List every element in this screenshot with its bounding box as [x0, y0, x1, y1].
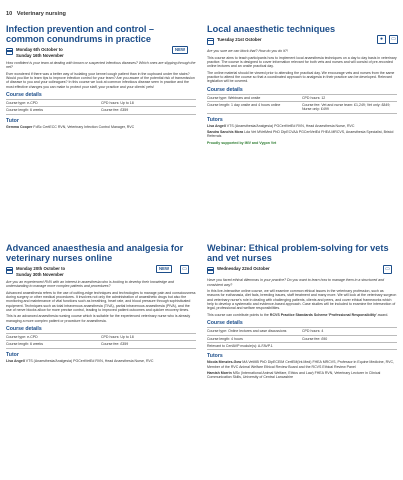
course-title: Local anaesthetic techniques — [207, 24, 336, 34]
calendar-icon — [207, 38, 214, 45]
course-details: Course type: Online lectures and case discussions CPD hours: 4 Course length: 4 hours Course fee: £90 — [207, 327, 397, 343]
tutors-heading: Tutors — [207, 353, 223, 360]
page-header — [6, 11, 66, 17]
tutor-info: Hamish Morrin MSc (International Animal Welfare, Ethics and Law) FHEA RVN, Veterinary Lecturer in Clinical Communication Skills, University of Central Lancashire — [207, 370, 381, 380]
course-description: Ever wondered if there was a better way of isolating your kennel cough patient than in the cupboard under the stairs? Would you like to learn tips to improve infection control for your team? Are you aware of the potential risk of transmission of disease to you and your colleagues? In this course we look at common infectious disease seen in practice and the most effective changes you can make to protect your staff, your practice and your clients' pets! — [6, 71, 195, 89]
course-details: Course type: e-CPD CPD hours: Up to 18 Course length: 6 weeks Course fee: £359 — [6, 99, 196, 115]
course-intro: Have you faced ethical dilemmas in your practice? Do you want to learn how to manage them in a structured and consistent way? — [207, 278, 385, 287]
course-date: Monday 6th October to Sunday 16th November — [6, 47, 196, 57]
tutor-heading: Tutor — [6, 117, 19, 124]
monitor-icon: ▭ — [389, 35, 398, 44]
new-badge: NEW — [156, 265, 172, 273]
course-intro: Are you sure we can block that? How do you do it?! — [207, 49, 288, 54]
course-details-heading: Course details — [207, 86, 243, 93]
course-card-local-anaesthetic — [207, 24, 397, 145]
course-title: Infection prevention and control – common conundrums in practice — [6, 24, 155, 45]
course-details-heading: Course details — [6, 91, 42, 98]
course-description-2: This is an advanced anaesthesia nursing course which is suitable for the experienced veterinary nurse who is already managing a more complex patient or procedure for anaesthesia. — [6, 314, 191, 323]
course-description-2: The online material should be viewed prior to attending the practical day. We encourage vets and nurses from the same practice to attend the course so that a coordinated approach to analgesia in their practice can be developed. Relevant legislation will be covered. — [207, 70, 395, 84]
certavp-relevance: Relevant to CertAVP module(s): A-FAVP.1 — [207, 343, 397, 350]
course-details-heading: Course details — [6, 325, 42, 332]
course-intro: Are you an experienced RVN with an interest in anaesthesia who is looking to develop their knowledge and understanding to manage more complex patients and procedures? — [6, 279, 174, 289]
course-intro: How confident is your team at dealing with known or suspected infectious diseases? Which ones are slipping through the net? — [6, 60, 196, 70]
tutor-info: Lisa Angell VTS (Anaesthesia/Analgesia) PGCertVetEd RVN, Head Anaesthesia Nurse, RVC — [207, 123, 355, 128]
delivery-icons — [377, 35, 398, 44]
tutor-heading: Tutor — [6, 351, 19, 358]
course-card-advanced-anaesthesia — [6, 243, 196, 365]
course-title: Webinar: Ethical problem-solving for vets and vet nurses — [207, 243, 389, 264]
calendar-icon — [6, 267, 13, 274]
delivery-icons — [180, 265, 189, 274]
section-title: Veterinary nursing — [16, 11, 66, 17]
tutor-info: Sandra Sanchis Mora Lda Vet MVetMed PhD DipECVAA PGCertVetEd FHEA MRCVS, Anaesthesia Specialist, Bristol Referrals — [207, 129, 394, 139]
course-date: Tuesday 21st October — [207, 37, 397, 45]
course-date: Monday 20th October to Sunday 30th November — [6, 266, 196, 276]
tutors-heading: Tutors — [207, 116, 223, 123]
course-date: Wednesday 22nd October — [207, 266, 397, 274]
calendar-icon — [6, 48, 13, 55]
delivery-icons — [383, 265, 392, 274]
monitor-icon: ▭ — [180, 265, 189, 274]
course-card-ethics-webinar — [207, 243, 397, 382]
course-details: Course type: Webinars and onsite CPD hours: 12 Course length: 1 day onsite and 4 hours online Course fee: Vet and nurse team: £1,249; Vet only: £849; Nurse only: £499 — [207, 94, 397, 114]
new-badge: NEW — [172, 46, 188, 54]
location-pin-icon: ● — [377, 35, 386, 44]
course-description-2: This course can contribute points to the RCVS Practice Standards Scheme 'Professional Responsibility' award. — [207, 312, 389, 317]
course-description: Advanced anaesthesia refers to the use of cutting-edge techniques and technologies to manage pain and consciousness during surgery or other medical procedures. It involves not only the administration of anaesthetic drugs but also the monitoring and maintenance of vital functions such as breathing, heart rate, and blood pressure through sophisticated equipment. Techniques such as total intravenous anaesthesia (TIVA), partial intravenous anaesthesia (PIVA), and the use of nerve blocks allow for more precise control, leading to improved patient outcomes and quicker recovery times. — [6, 290, 196, 312]
tutor-info: Nicola Menzies-Gow MA VetMB PhD DipECEIM CertEM(Int.Med) FHEA MRCVS, Professor in Equine Medicine, RVC, Member of the RVC Animal Welfare Ethical Review Board and the RCVS Ethical Review Panel — [207, 360, 394, 369]
course-details-heading: Course details — [207, 320, 243, 327]
calendar-icon — [207, 267, 214, 274]
course-details: Course type: e-CPD CPD hours: Up to 18 Course length: 6 weeks Course fee: £359 — [6, 333, 196, 349]
tutor-info: Gemma Cooper FdSc CertECC RVN, Veterinary Infection Control Manager, RVC — [6, 124, 135, 129]
course-card-infection — [6, 24, 196, 131]
course-description: In this live-interactive online course, we will examine common ethical issues in the veterinary profession, such as reasons for euthanasia, diet fads, breeding issues, staff treatment and many more. We will look at the veterinary surgeon and veterinary nurse's role in dealing with challenging patients, clients and peers, and cover ethical frameworks which help to develop a systematic and evidence-based approach. Case studies will be included to examine the intersection of legal, professional and welfare responsibilities. — [207, 289, 397, 311]
page-number: 10 — [6, 11, 13, 17]
course-description: This course aims to teach participants how to implement local anaesthesia techniques on a day to day basis in veterinary practice. The course is designed to cover information relevant for both vets and nurses and will consist of pre-recorded online lectures and an onsite practical day. — [207, 55, 397, 69]
sponsor-note: Proudly supported by IMV and Vygon Vet — [207, 140, 277, 145]
monitor-icon: ▭ — [383, 265, 392, 274]
tutor-info: Lisa Angell VTS (Anaesthesia/Analgesia) PGCertVetEd RVN, Head Anaesthesia Nurse, RVC — [6, 358, 154, 363]
course-title: Advanced anaesthesia and analgesia for veterinary nurses online — [6, 243, 184, 264]
